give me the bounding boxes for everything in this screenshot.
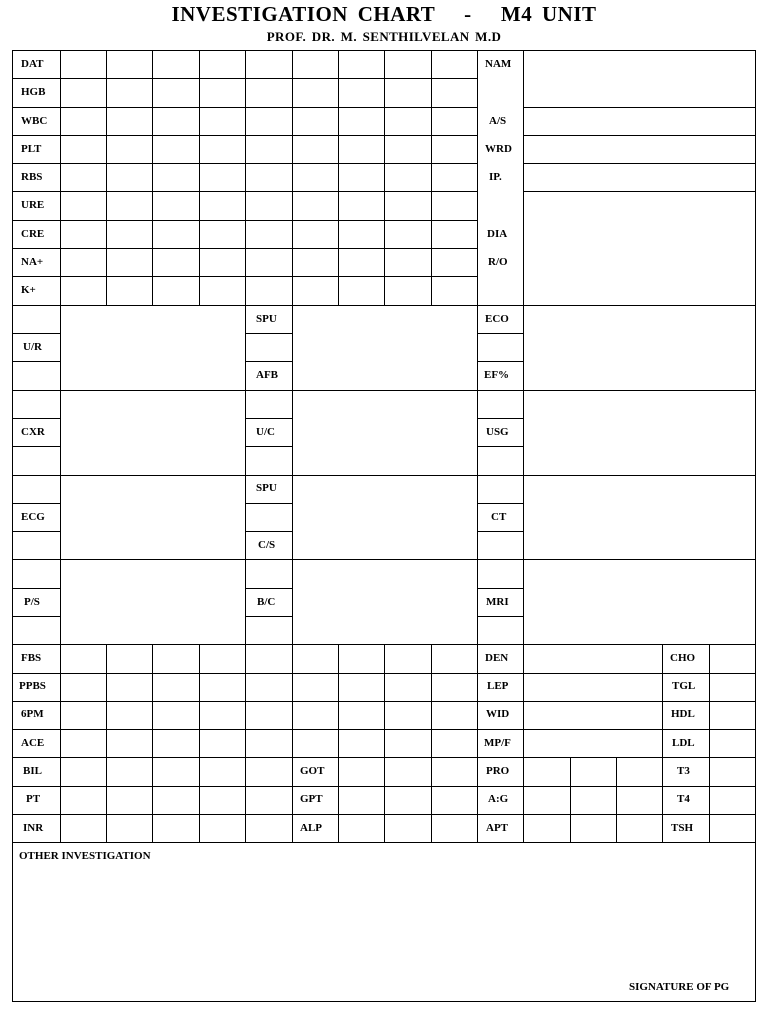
grid-line <box>245 333 293 334</box>
label-ldl: LDL <box>672 737 695 749</box>
grid-line <box>199 644 200 843</box>
grid-line <box>292 559 478 560</box>
grid-line <box>616 757 617 843</box>
grid-line <box>12 475 61 476</box>
grid-line <box>523 644 524 843</box>
label-6pm: 6PM <box>21 708 44 720</box>
grid-line <box>477 418 524 419</box>
grid-line <box>245 559 293 560</box>
grid-line <box>12 305 61 306</box>
grid-line <box>523 135 756 136</box>
grid-line <box>12 361 61 362</box>
grid-line <box>292 305 293 645</box>
label-cxr: CXR <box>21 426 45 438</box>
grid-line <box>12 50 13 1002</box>
grid-line <box>60 390 246 391</box>
label-apt: APT <box>486 822 508 834</box>
label-bil: BIL <box>23 765 42 777</box>
grid-line <box>60 475 246 476</box>
grid-line <box>60 50 61 306</box>
grid-line <box>477 333 524 334</box>
label-spu-1: SPU <box>256 313 277 325</box>
label-gpt: GPT <box>300 793 323 805</box>
label-mpf: MP/F <box>484 737 511 749</box>
grid-line <box>245 588 293 589</box>
grid-line <box>384 50 385 306</box>
label-cs: C/S <box>258 539 276 551</box>
page-subtitle: PROF. DR. M. SENTHILVELAN M.D <box>266 29 502 44</box>
grid-line <box>477 588 524 589</box>
other-investigation-label: OTHER INVESTIGATION <box>19 850 151 862</box>
grid-line <box>245 390 293 391</box>
grid-line <box>477 446 524 447</box>
label-ef: EF% <box>484 369 510 381</box>
label-ecg: ECG <box>21 511 45 523</box>
grid-line <box>384 644 385 843</box>
label-t4: T4 <box>677 793 690 805</box>
label-k: K+ <box>21 284 36 296</box>
label-ip: IP. <box>489 171 502 183</box>
grid-line <box>152 50 153 306</box>
label-got: GOT <box>300 765 325 777</box>
label-cre: CRE <box>21 228 45 240</box>
label-hdl: HDL <box>671 708 695 720</box>
grid-line <box>12 446 61 447</box>
grid-line <box>245 616 293 617</box>
grid-line <box>477 644 478 843</box>
label-as: A/S <box>489 115 507 127</box>
label-fbs: FBS <box>21 652 42 664</box>
label-ur: U/R <box>23 341 42 353</box>
label-ppbs: PPBS <box>19 680 46 692</box>
grid-line <box>12 531 61 532</box>
grid-line <box>106 644 107 843</box>
grid-line <box>245 418 293 419</box>
grid-line <box>523 390 756 391</box>
grid-line <box>245 503 293 504</box>
label-tsh: TSH <box>671 822 694 834</box>
grid-line <box>12 559 61 560</box>
label-wid: WID <box>486 708 510 720</box>
grid-line <box>199 50 200 306</box>
grid-line <box>477 305 524 306</box>
grid-line <box>570 757 571 843</box>
grid-line <box>292 475 478 476</box>
grid-line <box>523 50 524 306</box>
grid-line <box>12 616 61 617</box>
label-den: DEN <box>485 652 509 664</box>
grid-line <box>292 390 478 391</box>
grid-line <box>755 50 756 1002</box>
label-t3: T3 <box>677 765 690 777</box>
grid-line <box>338 50 339 306</box>
label-ace: ACE <box>21 737 45 749</box>
label-mri: MRI <box>486 596 509 608</box>
label-pt: PT <box>26 793 41 805</box>
grid-line <box>12 418 61 419</box>
grid-line <box>431 50 432 306</box>
label-wbc: WBC <box>21 115 48 127</box>
label-dat: DAT <box>21 58 44 70</box>
grid-line <box>477 503 524 504</box>
label-usg: USG <box>486 426 509 438</box>
grid-line <box>523 163 756 164</box>
grid-line <box>106 50 107 306</box>
label-ct: CT <box>491 511 507 523</box>
grid-line <box>431 644 432 843</box>
grid-line <box>523 475 756 476</box>
grid-line <box>477 475 524 476</box>
grid-line <box>662 644 663 843</box>
label-eco: ECO <box>485 313 509 325</box>
grid-line <box>245 361 293 362</box>
grid-line <box>152 644 153 843</box>
label-plt: PLT <box>21 143 42 155</box>
label-dia: DIA <box>487 228 508 240</box>
label-uc: U/C <box>256 426 275 438</box>
label-ure: URE <box>21 199 45 211</box>
label-spu-2: SPU <box>256 482 277 494</box>
grid-line <box>245 50 246 306</box>
label-hgb: HGB <box>21 86 46 98</box>
grid-line <box>709 644 710 843</box>
grid-line <box>245 644 246 843</box>
grid-line <box>338 644 339 843</box>
grid-line <box>60 644 61 843</box>
grid-line <box>523 107 756 108</box>
label-wrd: WRD <box>485 143 512 155</box>
grid-line <box>477 559 524 560</box>
grid-line <box>245 446 293 447</box>
label-cho: CHO <box>670 652 696 664</box>
label-ag: A:G <box>488 793 509 805</box>
grid-line <box>523 305 524 645</box>
label-bc: B/C <box>257 596 276 608</box>
grid-line <box>523 559 756 560</box>
grid-line <box>477 616 524 617</box>
label-pro: PRO <box>486 765 510 777</box>
grid-line <box>477 361 524 362</box>
page-title: INVESTIGATION CHART - M4 UNIT <box>171 2 597 26</box>
label-rbs: RBS <box>21 171 43 183</box>
grid-line <box>12 588 61 589</box>
label-alp: ALP <box>300 822 322 834</box>
grid-line <box>245 305 293 306</box>
grid-line <box>245 531 293 532</box>
grid-line <box>60 305 61 645</box>
grid-line <box>12 1001 756 1002</box>
grid-line <box>12 333 61 334</box>
label-inr: INR <box>23 822 44 834</box>
grid-line <box>12 390 61 391</box>
grid-line <box>523 191 756 192</box>
label-nam: NAM <box>485 58 512 70</box>
label-tgl: TGL <box>672 680 696 692</box>
label-ro: R/O <box>488 256 508 268</box>
label-lep: LEP <box>487 680 509 692</box>
grid-line <box>292 50 293 306</box>
grid-line <box>245 305 246 645</box>
grid-line <box>245 475 293 476</box>
signature-label: SIGNATURE OF PG <box>629 981 730 993</box>
grid-line <box>477 390 524 391</box>
label-na: NA+ <box>21 256 44 268</box>
grid-line <box>12 503 61 504</box>
grid-line <box>477 50 478 306</box>
grid-line <box>477 305 478 645</box>
label-afb: AFB <box>256 369 278 381</box>
label-ps: P/S <box>24 596 40 608</box>
grid-line <box>292 644 293 843</box>
grid-line <box>477 531 524 532</box>
grid-line <box>60 559 246 560</box>
